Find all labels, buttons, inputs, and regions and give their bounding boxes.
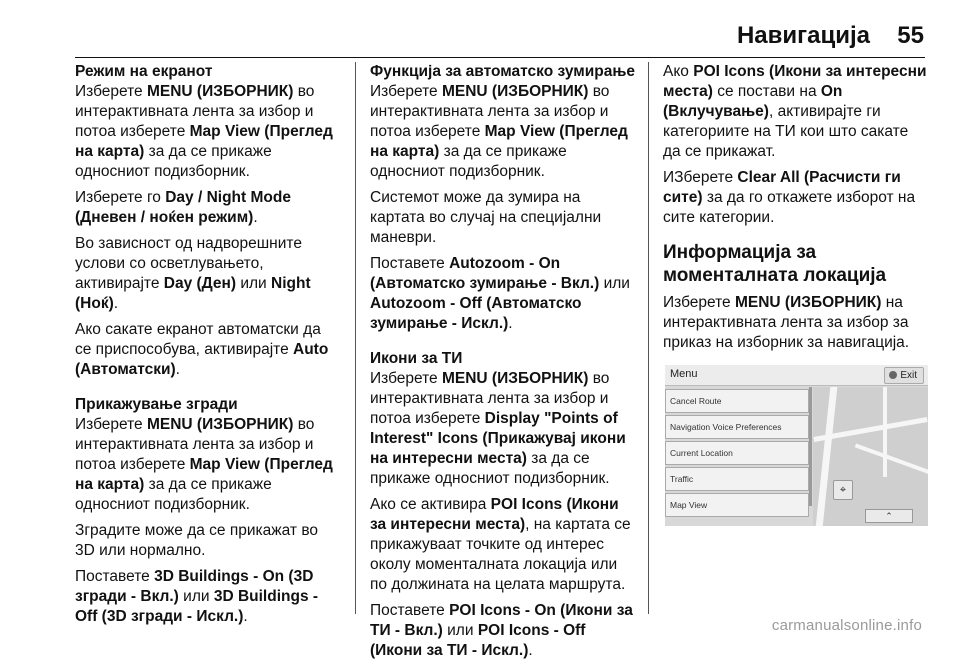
column-3 (663, 62, 928, 359)
text: . (175, 361, 180, 378)
page-header-title: Навигација (736, 22, 870, 49)
text: . (528, 642, 533, 659)
menu-term: MENU (ИЗБОРНИК) (441, 83, 589, 100)
exit-icon (889, 371, 897, 379)
menu-term: On (Вклучување) (663, 83, 843, 120)
screenshot-title-bar (665, 365, 928, 386)
paragraph (370, 82, 635, 182)
map-road (883, 387, 887, 477)
text: Поставете (370, 602, 450, 619)
text: за да се прикаже односниот подизборник. (75, 143, 272, 180)
screenshot-map (813, 387, 928, 526)
text: Во зависност од надворешните услови со осветлувањето, активирајте (75, 235, 302, 292)
text: на интерактивната лента за избор за приказ на изборник за навигација. (663, 294, 910, 351)
text: . (243, 608, 248, 625)
paragraph (370, 254, 635, 334)
menu-term: MENU (ИЗБОРНИК) (734, 294, 882, 311)
section-heading: Прикажување згради (75, 396, 238, 413)
menu-term: Map View (Преглед на карта) (75, 456, 333, 493)
text: или (236, 275, 272, 292)
map-road (816, 387, 838, 526)
exit-label: Exit (900, 370, 917, 381)
text: Изберете (370, 83, 442, 100)
text: . (508, 315, 513, 332)
text: во интерактивната лента за избор и потоа изберете (370, 83, 610, 140)
text: за да го откажете изборот на сите категории. (663, 189, 916, 226)
column-2 (370, 62, 635, 667)
text: или (442, 622, 478, 639)
screenshot-menu-item: Cancel Route (665, 389, 809, 413)
column-separator-right (648, 62, 649, 614)
text: Поставете (370, 255, 450, 272)
text: се постави на (712, 83, 821, 100)
screenshot-menu-item: Map View (665, 493, 809, 517)
text: . (113, 295, 119, 312)
paragraph (75, 320, 340, 380)
screenshot-exit-button (884, 367, 924, 384)
paragraph (75, 567, 340, 627)
menu-term: MENU (ИЗБОРНИК) (441, 370, 589, 387)
text: за да се прикаже односниот подизборник. (370, 450, 610, 487)
menu-term: POI Icons (Икони за интересни места) (370, 496, 619, 533)
chevron-up-icon: ⌃ (865, 509, 913, 523)
menu-term: MENU (ИЗБОРНИК) (146, 416, 294, 433)
text: Ако сакате екранот автоматски да се приспособува, активирајте (75, 321, 321, 358)
map-road (855, 443, 928, 474)
paragraph (75, 188, 340, 228)
menu-term: Day (Ден) (163, 275, 237, 292)
text: или (599, 275, 630, 292)
paragraph: Системот може да зумира на картата во случај на специјални маневри. (370, 189, 602, 246)
menu-term: Autozoom - Off (Автоматско зумирање - Искл.) (370, 295, 582, 332)
navigation-menu-screenshot (665, 365, 928, 526)
text: ИЗберете (663, 169, 738, 186)
menu-term: 3D Buildings - Off (3D згради - Искл.) (75, 588, 319, 625)
paragraph (75, 234, 340, 314)
section-heading: Информација за моменталната локација (663, 242, 887, 286)
text: во интерактивната лента за избор и потоа изберете (370, 370, 610, 427)
menu-term: Map View (Преглед на карта) (75, 123, 333, 160)
compass-icon: ⌖ (833, 480, 853, 500)
screenshot-menu-item: Traffic (665, 467, 809, 491)
text: Ако се активира (370, 496, 491, 513)
text: за да се прикаже односниот подизборник. (370, 143, 567, 180)
menu-term: POI Icons (Икони за интересни места) (663, 63, 927, 100)
menu-term: Auto (Автоматски) (75, 341, 329, 378)
text: , активирајте ги категориите на ТИ кои што сакате да се прикажат. (663, 103, 909, 160)
menu-term: Map View (Преглед на карта) (370, 123, 628, 160)
menu-term: Day / Night Mode (Дневен / ноќен режим) (75, 189, 291, 226)
menu-term: 3D Buildings - On (3D згради - Вкл.) (75, 568, 314, 605)
header-rule (75, 57, 925, 58)
text: или (178, 588, 214, 605)
paragraph (663, 293, 928, 353)
screenshot-scrollbar (809, 387, 812, 506)
text: Изберете (75, 416, 147, 433)
text: во интерактивната лента за избор и потоа изберете (75, 83, 315, 140)
paragraph (663, 168, 928, 228)
text: Изберете го (75, 189, 166, 206)
menu-term: Display "Points of Interest" Icons (Прикажувај икони на интересни места) (370, 410, 626, 467)
paragraph (75, 415, 340, 515)
menu-term: MENU (ИЗБОРНИК) (146, 83, 294, 100)
text: . (253, 209, 258, 226)
menu-term: POI Icons - On (Икони за ТИ - Вкл.) (370, 602, 633, 639)
paragraph: Зградите може да се прикажат во 3D или нормално. (75, 522, 319, 559)
paragraph (370, 601, 635, 661)
page-number: 55 (897, 22, 924, 49)
column-1 (75, 62, 340, 633)
menu-term: POI Icons - Off (Икони за ТИ - Искл.) (370, 622, 586, 659)
menu-term: Night (Ноќ) (75, 275, 311, 312)
text: Поставете (75, 568, 155, 585)
paragraph (75, 82, 340, 182)
text: , на картата се прикажуваат точките од интерес околу моменталната локација или по должината на целата маршрута. (370, 516, 631, 593)
menu-term: Autozoom - On (Автоматско зумирање - Вкл.) (370, 255, 600, 292)
paragraph (370, 495, 635, 595)
section-heading: Функција за автоматско зумирање (370, 63, 635, 80)
paragraph (663, 62, 928, 162)
screenshot-menu-item: Navigation Voice Preferences (665, 415, 809, 439)
section-heading: Режим на екранот (75, 63, 213, 80)
text: Изберете (370, 370, 442, 387)
screenshot-menu-title: Menu (670, 368, 698, 380)
paragraph (370, 369, 635, 489)
text: Изберете (75, 83, 147, 100)
screenshot-menu-list (665, 387, 809, 519)
screenshot-menu-item: Current Location (665, 441, 809, 465)
watermark: carmanualsonline.info (771, 617, 922, 634)
text: Изберете (663, 294, 735, 311)
text: Ако (663, 63, 694, 80)
text: во интерактивната лента за избор и потоа изберете (75, 416, 315, 473)
section-heading: Икони за ТИ (370, 350, 463, 367)
text: за да се прикаже односниот подизборник. (75, 476, 272, 513)
column-separator-left (355, 62, 356, 614)
menu-term: Clear All (Расчисти ги сите) (663, 169, 901, 206)
